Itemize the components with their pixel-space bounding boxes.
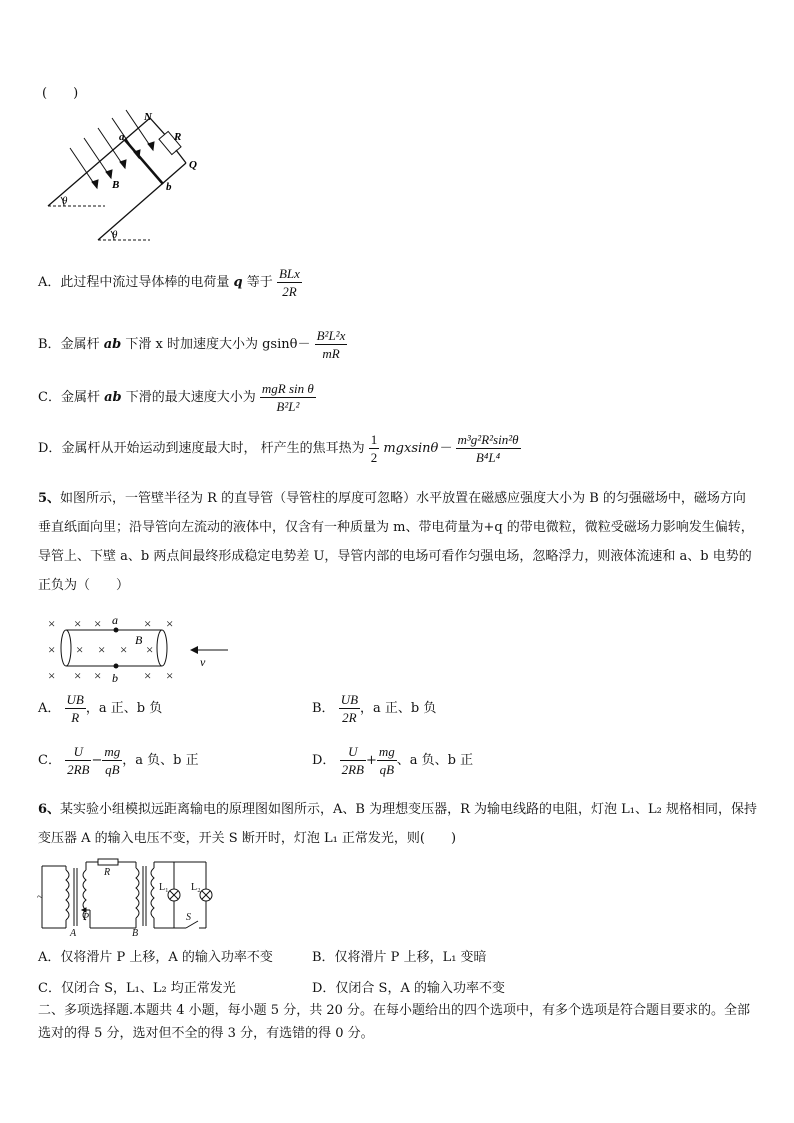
q4-option-d[interactable]: D．金属杆从开始运动到速度最大时， 杆产生的焦耳热为 $\frac{1}{2}$ mgxsinθ－ $\frac{\text{m³g²R²sin²θ}}{\text{B⁴L⁴}}$ xyxy=(38,432,519,465)
svg-text:×: × xyxy=(166,668,174,683)
svg-text:×: × xyxy=(144,616,152,631)
label-theta-1: θ xyxy=(62,195,68,207)
q5-option-c[interactable]: C． $\frac{U}{2RB}$ − $\frac{mg}{qB}$ ，a 负、b 正 xyxy=(38,744,199,777)
label-R: R xyxy=(174,131,182,143)
svg-text:×: × xyxy=(94,668,102,683)
fraction: $\frac{\text{mgR sin θ}}{\text{B²L²}}$ xyxy=(261,381,314,414)
label-Q: Q xyxy=(189,159,197,171)
tube-magnetic-figure xyxy=(42,610,242,688)
svg-text:b: b xyxy=(112,671,118,685)
label-b: b xyxy=(166,181,172,193)
fraction-half: $\frac{1}{2}$ xyxy=(370,432,378,465)
svg-text:×: × xyxy=(48,668,56,683)
q4-option-a[interactable]: A．此过程中流过导体棒的电荷量 q 等于 $\frac{\text{BLx}}{2R}$ xyxy=(38,266,300,299)
svg-text:×: × xyxy=(76,642,84,657)
q6-option-c[interactable]: C．仅闭合 S，L₁、L₂ 均正常发光 xyxy=(38,981,236,996)
svg-text:×: × xyxy=(144,668,152,683)
svg-text:×: × xyxy=(74,668,82,683)
svg-text:R: R xyxy=(104,867,111,878)
incline-rail-figure xyxy=(40,108,220,250)
svg-text:B: B xyxy=(135,633,143,647)
svg-text:~: ~ xyxy=(37,891,43,903)
q4-option-c[interactable]: C．金属杆 ab 下滑的最大速度大小为 $\frac{\text{mgR sin θ}}{\text{B²L²}}$ xyxy=(38,381,314,414)
answer-paren: ( ) xyxy=(42,86,79,101)
q6-option-b[interactable]: B．仅将滑片 P 上移，L₁ 变暗 xyxy=(312,950,487,965)
label-B: B xyxy=(112,179,120,191)
svg-text:v: v xyxy=(200,655,206,669)
q5-option-b[interactable]: B． $\frac{UB}{2R}$ ，a 正、b 负 xyxy=(312,692,437,725)
svg-text:×: × xyxy=(48,642,56,657)
svg-text:×: × xyxy=(98,642,106,657)
svg-text:×: × xyxy=(146,642,154,657)
svg-text:L₁: L₁ xyxy=(159,882,169,893)
svg-text:a: a xyxy=(112,613,118,627)
transformer-circuit-figure xyxy=(36,858,226,936)
svg-text:A: A xyxy=(70,928,77,936)
svg-text:×: × xyxy=(120,642,128,657)
svg-text:×: × xyxy=(74,616,82,631)
q5-stem: 5、如图所示，一管壁半径为 R 的直导管（导管柱的厚度可忽略）水平放置在磁感应强度大小为 B 的匀强磁场中，磁场方向垂直纸面向里；沿导管向左流动的液体中，仅含有一种质量为 m、带电荷量为+q 的带电微粒，微粒受磁场力影响发生偏转，导管上、下壁 a、b 两点间最终形成稳定电势差 U，导管内部的电场可看作匀强电场，忽略浮力，则液体流速和 a、b 电势的正负为（ ） xyxy=(38,491,754,593)
svg-text:×: × xyxy=(166,616,174,631)
svg-text:S: S xyxy=(186,912,191,923)
q5-option-d[interactable]: D． $\frac{U}{2RB}$ + $\frac{mg}{qB}$ 、a 负、b 正 xyxy=(312,744,474,777)
svg-text:×: × xyxy=(48,616,56,631)
label-a: a xyxy=(119,131,125,143)
svg-text:B: B xyxy=(132,928,139,936)
q6-stem: 6、某实验小组模拟远距离输电的原理图如图所示，A、B 为理想变压器，R 为输电线路的电阻，灯泡 L₁、L₂ 规格相同，保持变压器 A 的输入电压不变，开关 S 断开时，灯泡 L₁ 正常发光，则( ) xyxy=(38,802,757,846)
fraction: $\frac{\text{m³g²R²sin²θ}}{\text{B⁴L⁴}}$ xyxy=(457,432,519,465)
svg-text:×: × xyxy=(94,616,102,631)
q6-option-d[interactable]: D．仅闭合 S，A 的输入功率不变 xyxy=(312,981,505,996)
q4-option-b[interactable]: B．金属杆 ab 下滑 x 时加速度大小为 gsinθ－ $\frac{\text{B²L²x}}{mR}$ xyxy=(38,328,346,361)
label-theta-2: θ xyxy=(112,229,118,241)
fraction: $\frac{\text{B²L²x}}{mR}$ xyxy=(316,328,346,361)
q5-option-a[interactable]: A． $\frac{UB}{R}$ ，a 正、b 负 xyxy=(38,692,163,725)
section-2-heading: 二、多项选择题.本题共 4 小题，每小题 5 分，共 20 分。在每小题给出的四个选项中，有多个选项是符合题目要求的。全部选对的得 5 分，选对但不全的得 3 分，有选错的得 0 分。 xyxy=(38,1003,751,1041)
svg-text:P: P xyxy=(83,912,90,923)
fraction: $\frac{\text{BLx}}{2R}$ xyxy=(278,266,300,299)
q6-option-a[interactable]: A．仅将滑片 P 上移，A 的输入功率不变 xyxy=(38,950,273,965)
svg-text:L₂: L₂ xyxy=(191,882,201,893)
label-N: N xyxy=(144,111,152,123)
